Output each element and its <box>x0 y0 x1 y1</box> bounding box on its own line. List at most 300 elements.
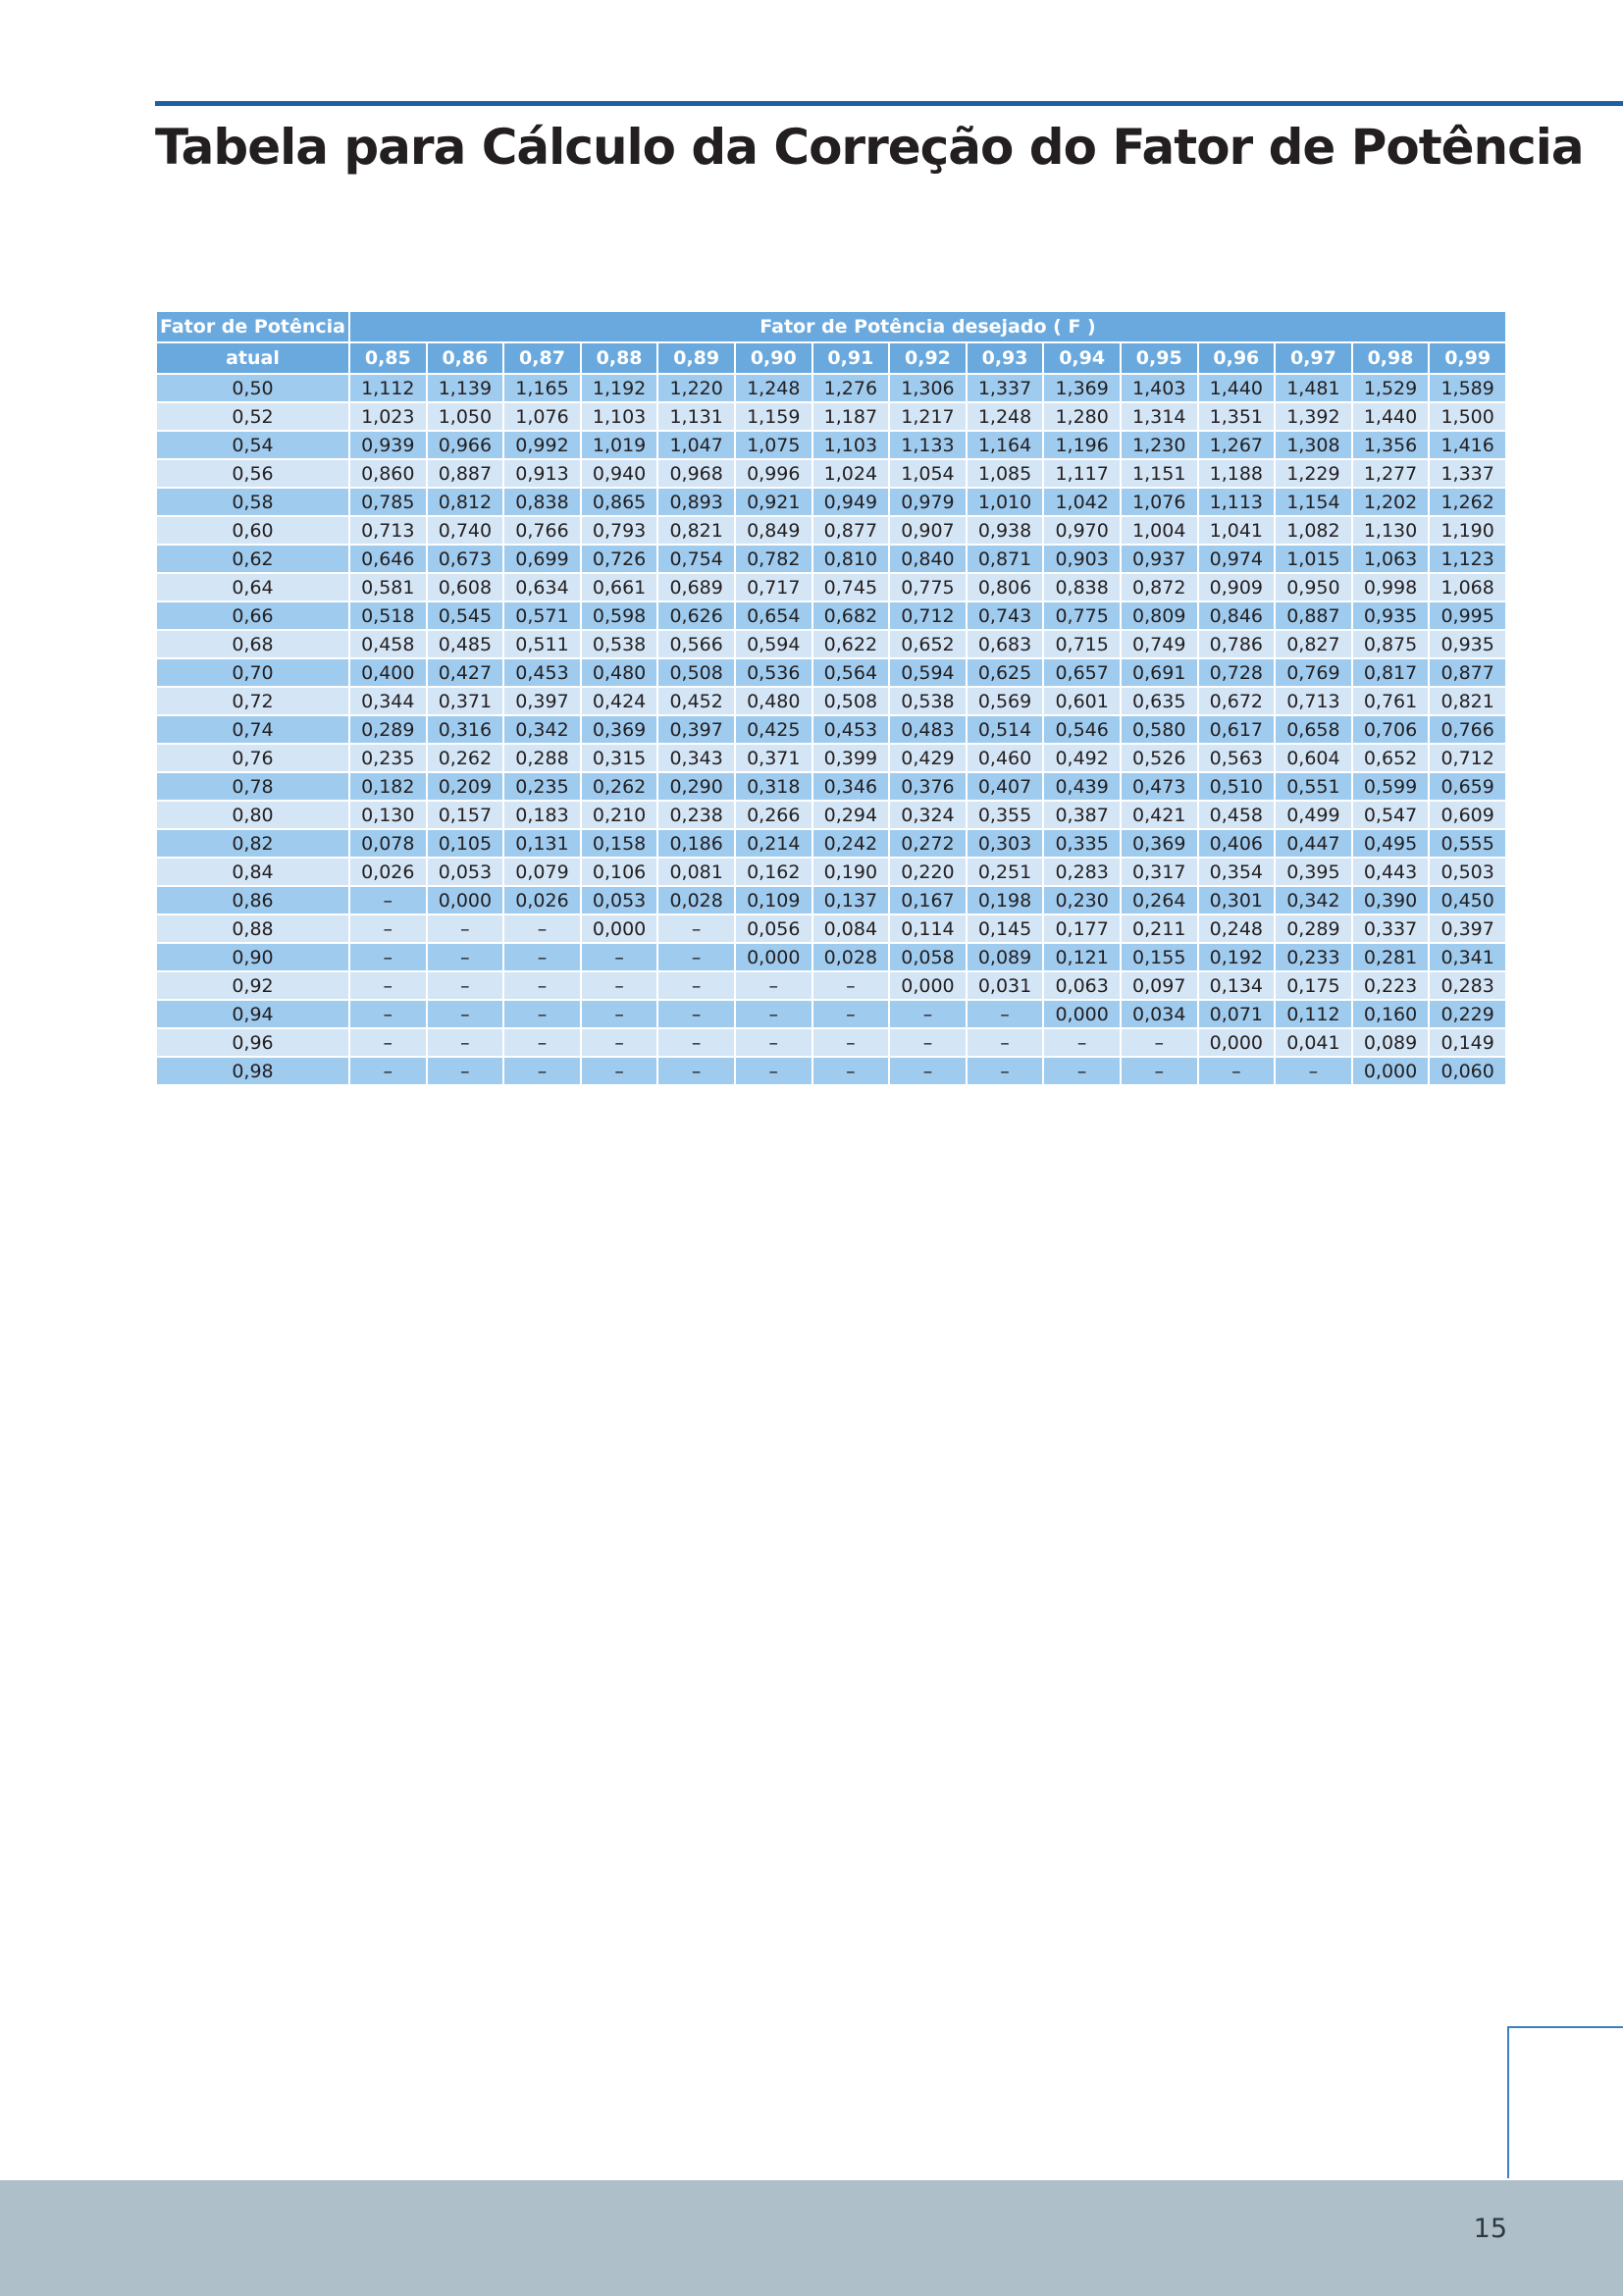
correction-factor-cell: 1,392 <box>1275 402 1352 431</box>
correction-factor-cell: 1,085 <box>967 459 1044 488</box>
correction-factor-cell: 0,996 <box>735 459 812 488</box>
correction-factor-cell: 0,105 <box>427 829 504 858</box>
correction-factor-cell: 1,403 <box>1121 374 1198 402</box>
correction-factor-cell: 1,188 <box>1198 459 1276 488</box>
correction-factor-cell: 0,186 <box>657 829 735 858</box>
correction-factor-cell: 1,019 <box>581 431 658 459</box>
correction-factor-cell: 0,157 <box>427 801 504 829</box>
correction-factor-cell: 0,625 <box>967 658 1044 687</box>
correction-factor-cell: 0,452 <box>657 687 735 715</box>
correction-factor-cell: 1,068 <box>1429 573 1506 601</box>
correction-factor-cell: – <box>657 1057 735 1085</box>
correction-factor-cell: 0,175 <box>1275 971 1352 1000</box>
correction-factor-cell: 0,995 <box>1429 601 1506 630</box>
correction-factor-cell: 0,672 <box>1198 687 1276 715</box>
correction-factor-cell: 0,658 <box>1275 715 1352 744</box>
correction-factor-cell: 0,315 <box>581 744 658 772</box>
correction-factor-cell: 0,031 <box>967 971 1044 1000</box>
correction-factor-cell: 1,076 <box>1121 488 1198 516</box>
correction-factor-cell: 0,283 <box>1043 858 1121 886</box>
correction-factor-cell: 0,355 <box>967 801 1044 829</box>
current-pf-cell: 0,78 <box>156 772 349 801</box>
correction-factor-cell: – <box>503 1000 581 1028</box>
correction-factor-cell: 0,198 <box>967 886 1044 914</box>
current-pf-cell: 0,54 <box>156 431 349 459</box>
current-pf-cell: 0,88 <box>156 914 349 943</box>
desired-pf-column-header: 0,86 <box>427 342 504 374</box>
correction-factor-cell: 0,913 <box>503 459 581 488</box>
correction-factor-cell: 0,028 <box>812 943 890 971</box>
correction-factor-cell: 0,460 <box>967 744 1044 772</box>
correction-factor-cell: 0,749 <box>1121 630 1198 658</box>
correction-factor-cell: 0,860 <box>349 459 427 488</box>
correction-factor-cell: 0,084 <box>812 914 890 943</box>
table-row <box>156 1028 1506 1057</box>
correction-factor-cell: – <box>657 943 735 971</box>
correction-factor-cell: 0,921 <box>735 488 812 516</box>
correction-factor-cell: – <box>349 1000 427 1028</box>
correction-factor-cell: 0,288 <box>503 744 581 772</box>
correction-factor-cell: 0,324 <box>889 801 967 829</box>
correction-factor-cell: 0,903 <box>1043 545 1121 573</box>
correction-factor-cell: 0,992 <box>503 431 581 459</box>
correction-factor-cell: 0,569 <box>967 687 1044 715</box>
correction-factor-cell: 0,264 <box>1121 886 1198 914</box>
correction-factor-cell: 1,050 <box>427 402 504 431</box>
correction-factor-cell: 0,538 <box>889 687 967 715</box>
desired-pf-column-header: 0,85 <box>349 342 427 374</box>
correction-factor-cell: 0,514 <box>967 715 1044 744</box>
correction-factor-cell: 1,139 <box>427 374 504 402</box>
correction-factor-cell: 1,015 <box>1275 545 1352 573</box>
correction-factor-cell: – <box>581 1028 658 1057</box>
correction-factor-cell: 0,458 <box>349 630 427 658</box>
correction-factor-cell: 0,609 <box>1429 801 1506 829</box>
correction-factor-cell: 0,229 <box>1429 1000 1506 1028</box>
correction-factor-cell: 0,248 <box>1198 914 1276 943</box>
correction-factor-cell: 0,508 <box>812 687 890 715</box>
correction-factor-cell: 1,369 <box>1043 374 1121 402</box>
correction-factor-cell: 0,974 <box>1198 545 1276 573</box>
correction-factor-cell: – <box>503 914 581 943</box>
correction-factor-cell: 0,526 <box>1121 744 1198 772</box>
correction-factor-cell: 0,078 <box>349 829 427 858</box>
correction-factor-cell: 0,480 <box>581 658 658 687</box>
current-pf-cell: 0,76 <box>156 744 349 772</box>
correction-factor-cell: 0,294 <box>812 801 890 829</box>
current-pf-cell: 0,84 <box>156 858 349 886</box>
correction-factor-cell: 0,827 <box>1275 630 1352 658</box>
correction-factor-cell: 1,103 <box>812 431 890 459</box>
correction-factor-cell: – <box>1198 1057 1276 1085</box>
table-row <box>156 829 1506 858</box>
correction-factor-cell: – <box>349 886 427 914</box>
correction-factor-cell: 1,103 <box>581 402 658 431</box>
table-row <box>156 744 1506 772</box>
correction-factor-cell: 0,659 <box>1429 772 1506 801</box>
correction-factor-cell: 0,510 <box>1198 772 1276 801</box>
current-pf-cell: 0,82 <box>156 829 349 858</box>
page-title: Tabela para Cálculo da Correção do Fator de Potência <box>155 119 1584 176</box>
correction-factor-cell: 0,480 <box>735 687 812 715</box>
correction-factor-cell: 0,000 <box>1198 1028 1276 1057</box>
correction-factor-cell: 0,950 <box>1275 573 1352 601</box>
correction-factor-cell: 1,529 <box>1352 374 1430 402</box>
correction-factor-cell: 0,598 <box>581 601 658 630</box>
correction-factor-cell: 0,424 <box>581 687 658 715</box>
correction-factor-cell: 0,266 <box>735 801 812 829</box>
current-pf-cell: 0,96 <box>156 1028 349 1057</box>
correction-factor-cell: 0,473 <box>1121 772 1198 801</box>
correction-factor-cell: 0,167 <box>889 886 967 914</box>
table-row <box>156 715 1506 744</box>
correction-factor-cell: 0,846 <box>1198 601 1276 630</box>
correction-factor-cell: 0,979 <box>889 488 967 516</box>
correction-factor-cell: 0,571 <box>503 601 581 630</box>
correction-factor-cell: – <box>812 1057 890 1085</box>
correction-factor-cell: 0,495 <box>1352 829 1430 858</box>
correction-factor-cell: 0,041 <box>1275 1028 1352 1057</box>
correction-factor-cell: 0,812 <box>427 488 504 516</box>
correction-factor-cell: 1,481 <box>1275 374 1352 402</box>
current-pf-cell: 0,72 <box>156 687 349 715</box>
desired-pf-column-header: 0,97 <box>1275 342 1352 374</box>
correction-factor-cell: 0,580 <box>1121 715 1198 744</box>
correction-factor-cell: 1,248 <box>967 402 1044 431</box>
correction-factor-cell: 0,028 <box>657 886 735 914</box>
correction-factor-cell: 0,289 <box>1275 914 1352 943</box>
correction-factor-cell: 0,145 <box>967 914 1044 943</box>
correction-factor-cell: – <box>427 914 504 943</box>
correction-factor-cell: 0,518 <box>349 601 427 630</box>
correction-factor-cell: 0,354 <box>1198 858 1276 886</box>
correction-factor-cell: 0,177 <box>1043 914 1121 943</box>
correction-factor-cell: 0,053 <box>427 858 504 886</box>
current-pf-cell: 0,62 <box>156 545 349 573</box>
correction-factor-cell: 0,877 <box>1429 658 1506 687</box>
correction-factor-cell: 0,450 <box>1429 886 1506 914</box>
correction-factor-cell: 0,689 <box>657 573 735 601</box>
correction-factor-cell: – <box>1275 1057 1352 1085</box>
correction-factor-cell: 0,439 <box>1043 772 1121 801</box>
current-pf-cell: 0,56 <box>156 459 349 488</box>
correction-factor-cell: 1,023 <box>349 402 427 431</box>
correction-factor-cell: 0,877 <box>812 516 890 545</box>
correction-factor-cell: 0,131 <box>503 829 581 858</box>
correction-factor-cell: 0,821 <box>657 516 735 545</box>
correction-factor-cell: – <box>657 1028 735 1057</box>
correction-factor-cell: – <box>889 1057 967 1085</box>
correction-factor-cell: 1,063 <box>1352 545 1430 573</box>
correction-factor-cell: 0,289 <box>349 715 427 744</box>
correction-factor-cell: – <box>427 1057 504 1085</box>
table-row <box>156 630 1506 658</box>
correction-factor-cell: 0,875 <box>1352 630 1430 658</box>
correction-factor-cell: 0,220 <box>889 858 967 886</box>
correction-factor-cell: 1,276 <box>812 374 890 402</box>
correction-factor-cell: 1,337 <box>967 374 1044 402</box>
correction-factor-cell: 1,202 <box>1352 488 1430 516</box>
correction-factor-cell: 0,371 <box>427 687 504 715</box>
correction-factor-cell: 0,000 <box>427 886 504 914</box>
correction-factor-cell: 0,262 <box>581 772 658 801</box>
footer-band <box>0 2180 1623 2296</box>
correction-factor-cell: 0,427 <box>427 658 504 687</box>
correction-factor-cell: 0,290 <box>657 772 735 801</box>
correction-factor-cell: 0,604 <box>1275 744 1352 772</box>
correction-factor-cell: 1,248 <box>735 374 812 402</box>
desired-pf-column-header: 0,95 <box>1121 342 1198 374</box>
correction-factor-cell: 1,356 <box>1352 431 1430 459</box>
correction-factor-cell: – <box>967 1057 1044 1085</box>
correction-factor-cell: 1,440 <box>1352 402 1430 431</box>
page-number: 15 <box>1473 2214 1507 2244</box>
correction-factor-cell: 0,949 <box>812 488 890 516</box>
table-row <box>156 658 1506 687</box>
correction-factor-cell: – <box>427 943 504 971</box>
correction-factor-cell: – <box>735 1000 812 1028</box>
correction-factor-cell: 1,117 <box>1043 459 1121 488</box>
correction-factor-cell: – <box>735 1057 812 1085</box>
correction-factor-cell: – <box>503 1028 581 1057</box>
correction-factor-cell: 0,089 <box>967 943 1044 971</box>
correction-factor-cell: 1,220 <box>657 374 735 402</box>
correction-factor-cell: 0,387 <box>1043 801 1121 829</box>
correction-factor-cell: 0,715 <box>1043 630 1121 658</box>
correction-factor-cell: 0,301 <box>1198 886 1276 914</box>
correction-factor-cell: 0,376 <box>889 772 967 801</box>
correction-factor-cell: – <box>812 1028 890 1057</box>
correction-factor-cell: 0,369 <box>1121 829 1198 858</box>
correction-factor-cell: 1,187 <box>812 402 890 431</box>
corner-bracket <box>1507 2026 1623 2178</box>
correction-factor-cell: 1,041 <box>1198 516 1276 545</box>
correction-factor-cell: 0,766 <box>503 516 581 545</box>
correction-factor-cell: 0,775 <box>1043 601 1121 630</box>
table-row <box>156 914 1506 943</box>
desired-pf-column-header: 0,88 <box>581 342 658 374</box>
correction-factor-cell: 0,137 <box>812 886 890 914</box>
correction-factor-cell: 0,114 <box>889 914 967 943</box>
correction-factor-cell: 0,390 <box>1352 886 1430 914</box>
correction-factor-cell: 1,196 <box>1043 431 1121 459</box>
correction-factor-cell: 0,211 <box>1121 914 1198 943</box>
current-pf-cell: 0,90 <box>156 943 349 971</box>
current-pf-cell: 0,66 <box>156 601 349 630</box>
correction-factor-cell: 0,821 <box>1429 687 1506 715</box>
correction-factor-cell: 0,407 <box>967 772 1044 801</box>
current-pf-cell: 0,86 <box>156 886 349 914</box>
correction-factor-cell: 0,809 <box>1121 601 1198 630</box>
correction-factor-cell: 0,782 <box>735 545 812 573</box>
correction-factor-cell: 0,622 <box>812 630 890 658</box>
correction-factor-cell: 1,042 <box>1043 488 1121 516</box>
desired-pf-column-header: 0,92 <box>889 342 967 374</box>
correction-factor-cell: 1,113 <box>1198 488 1276 516</box>
correction-factor-cell: 0,242 <box>812 829 890 858</box>
correction-factor-cell: 0,634 <box>503 573 581 601</box>
correction-factor-cell: 0,508 <box>657 658 735 687</box>
correction-factor-cell: – <box>657 914 735 943</box>
correction-factor-cell: 0,617 <box>1198 715 1276 744</box>
table-row <box>156 801 1506 829</box>
table-row <box>156 601 1506 630</box>
correction-factor-cell: 0,371 <box>735 744 812 772</box>
correction-factor-cell: 0,063 <box>1043 971 1121 1000</box>
correction-factor-cell: 0,968 <box>657 459 735 488</box>
correction-factor-cell: 0,849 <box>735 516 812 545</box>
correction-factor-cell: 0,940 <box>581 459 658 488</box>
correction-factor-cell: 0,071 <box>1198 1000 1276 1028</box>
correction-factor-cell: 0,425 <box>735 715 812 744</box>
correction-factor-cell: 0,499 <box>1275 801 1352 829</box>
correction-factor-cell: 1,082 <box>1275 516 1352 545</box>
correction-factor-cell: 0,717 <box>735 573 812 601</box>
correction-factor-cell: 0,397 <box>657 715 735 744</box>
correction-factor-cell: 0,726 <box>581 545 658 573</box>
correction-factor-cell: – <box>812 1000 890 1028</box>
correction-factor-cell: – <box>657 1000 735 1028</box>
desired-pf-column-header: 0,93 <box>967 342 1044 374</box>
current-pf-cell: 0,92 <box>156 971 349 1000</box>
correction-factor-cell: 0,109 <box>735 886 812 914</box>
correction-factor-cell: 0,817 <box>1352 658 1430 687</box>
table-row <box>156 858 1506 886</box>
correction-factor-cell: 0,233 <box>1275 943 1352 971</box>
correction-factor-cell: 0,335 <box>1043 829 1121 858</box>
correction-factor-cell: 0,635 <box>1121 687 1198 715</box>
correction-factor-cell: 0,673 <box>427 545 504 573</box>
correction-factor-cell: 1,314 <box>1121 402 1198 431</box>
correction-factor-cell: 0,230 <box>1043 886 1121 914</box>
desired-pf-group-header: Fator de Potência desejado ( F ) <box>349 311 1506 342</box>
correction-factor-cell: 0,511 <box>503 630 581 658</box>
correction-factor-cell: 0,713 <box>1275 687 1352 715</box>
table-row <box>156 687 1506 715</box>
correction-factor-cell: – <box>427 971 504 1000</box>
table-row <box>156 516 1506 545</box>
correction-factor-cell: 0,937 <box>1121 545 1198 573</box>
correction-factor-cell: 0,938 <box>967 516 1044 545</box>
current-pf-cell: 0,80 <box>156 801 349 829</box>
correction-factor-cell: 0,406 <box>1198 829 1276 858</box>
correction-factor-cell: 0,712 <box>889 601 967 630</box>
correction-factor-cell: 0,492 <box>1043 744 1121 772</box>
correction-factor-cell: 0,281 <box>1352 943 1430 971</box>
table-row <box>156 374 1506 402</box>
correction-factor-cell: 0,121 <box>1043 943 1121 971</box>
correction-factor-cell: 0,000 <box>889 971 967 1000</box>
correction-factor-cell: 0,097 <box>1121 971 1198 1000</box>
correction-factor-cell: 0,657 <box>1043 658 1121 687</box>
correction-factor-cell: 0,337 <box>1352 914 1430 943</box>
correction-factor-cell: 0,563 <box>1198 744 1276 772</box>
correction-factor-cell: 0,000 <box>1352 1057 1430 1085</box>
correction-factor-cell: 0,536 <box>735 658 812 687</box>
correction-factor-cell: 0,183 <box>503 801 581 829</box>
correction-factor-cell: 0,599 <box>1352 772 1430 801</box>
correction-factor-cell: 0,060 <box>1429 1057 1506 1085</box>
correction-factor-cell: 1,500 <box>1429 402 1506 431</box>
correction-factor-cell: 0,112 <box>1275 1000 1352 1028</box>
current-pf-cell: 0,52 <box>156 402 349 431</box>
correction-factor-cell: 1,133 <box>889 431 967 459</box>
correction-factor-cell: 1,416 <box>1429 431 1506 459</box>
correction-factor-cell: 1,010 <box>967 488 1044 516</box>
correction-factor-cell: – <box>581 943 658 971</box>
correction-factor-cell: 1,004 <box>1121 516 1198 545</box>
correction-factor-cell: 0,887 <box>1275 601 1352 630</box>
current-pf-cell: 0,74 <box>156 715 349 744</box>
correction-factor-cell: 0,317 <box>1121 858 1198 886</box>
correction-factor-cell: 0,547 <box>1352 801 1430 829</box>
correction-factor-cell: 0,810 <box>812 545 890 573</box>
correction-factor-cell: – <box>427 1028 504 1057</box>
correction-factor-cell: – <box>967 1000 1044 1028</box>
correction-factor-cell: 0,626 <box>657 601 735 630</box>
correction-factor-cell: 0,079 <box>503 858 581 886</box>
correction-factor-cell: 0,485 <box>427 630 504 658</box>
correction-factor-cell: 1,190 <box>1429 516 1506 545</box>
correction-factor-cell: 0,652 <box>889 630 967 658</box>
correction-factor-cell: 0,421 <box>1121 801 1198 829</box>
correction-factor-cell: – <box>581 1057 658 1085</box>
current-pf-cell: 0,60 <box>156 516 349 545</box>
desired-pf-column-header: 0,87 <box>503 342 581 374</box>
correction-factor-cell: – <box>889 1028 967 1057</box>
correction-factor-cell: 1,277 <box>1352 459 1430 488</box>
correction-factor-cell: 0,251 <box>967 858 1044 886</box>
correction-factor-cell: 0,149 <box>1429 1028 1506 1057</box>
correction-factor-cell: 1,112 <box>349 374 427 402</box>
top-rule <box>155 101 1623 106</box>
correction-factor-cell: 0,026 <box>503 886 581 914</box>
correction-factor-cell: – <box>349 971 427 1000</box>
correction-factor-cell: 0,682 <box>812 601 890 630</box>
current-pf-cell: 0,64 <box>156 573 349 601</box>
correction-factor-cell: 0,935 <box>1429 630 1506 658</box>
correction-factor-cell: 0,581 <box>349 573 427 601</box>
desired-pf-column-header: 0,96 <box>1198 342 1276 374</box>
correction-factor-cell: – <box>889 1000 967 1028</box>
table-row <box>156 573 1506 601</box>
correction-factor-cell: – <box>349 1057 427 1085</box>
correction-factor-cell: – <box>427 1000 504 1028</box>
current-pf-cell: 0,50 <box>156 374 349 402</box>
correction-factor-cell: – <box>967 1028 1044 1057</box>
table-row <box>156 402 1506 431</box>
correction-factor-cell: – <box>812 971 890 1000</box>
correction-factor-cell: 0,053 <box>581 886 658 914</box>
correction-factor-cell: 0,713 <box>349 516 427 545</box>
correction-factor-cell: 0,740 <box>427 516 504 545</box>
correction-factor-cell: 0,865 <box>581 488 658 516</box>
table-row <box>156 1000 1506 1028</box>
correction-factor-cell: 0,786 <box>1198 630 1276 658</box>
correction-factor-cell: 0,399 <box>812 744 890 772</box>
correction-factor-cell: 0,209 <box>427 772 504 801</box>
correction-factor-cell: 1,024 <box>812 459 890 488</box>
correction-factor-cell: 0,872 <box>1121 573 1198 601</box>
correction-factor-cell: 1,151 <box>1121 459 1198 488</box>
correction-factor-cell: 0,766 <box>1429 715 1506 744</box>
correction-factor-cell: 1,131 <box>657 402 735 431</box>
correction-factor-cell: 1,267 <box>1198 431 1276 459</box>
correction-factor-cell: 0,316 <box>427 715 504 744</box>
correction-factor-cell: 0,443 <box>1352 858 1430 886</box>
correction-factor-cell: 0,566 <box>657 630 735 658</box>
correction-factor-cell: 1,130 <box>1352 516 1430 545</box>
